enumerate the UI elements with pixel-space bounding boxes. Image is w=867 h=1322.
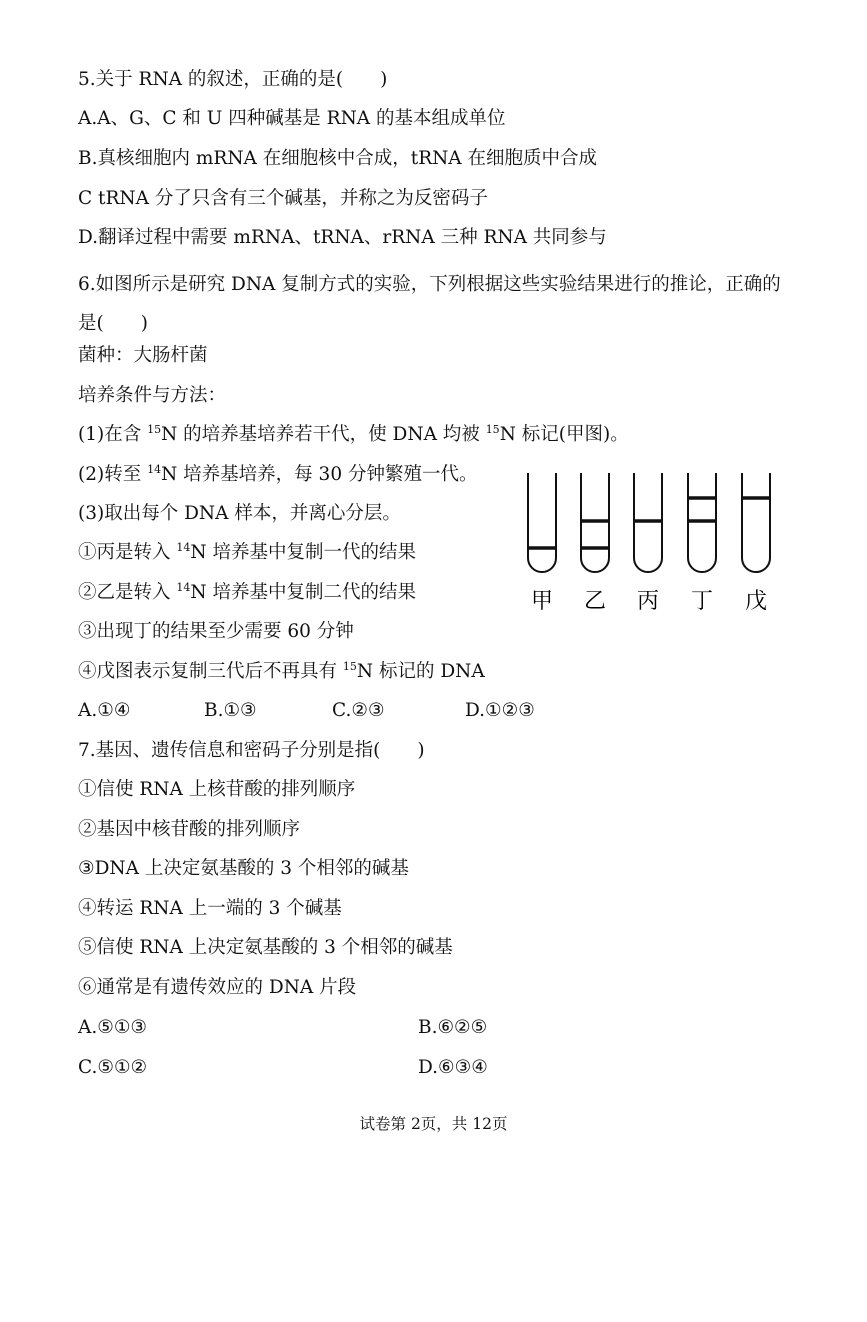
q5-option-d: D.翻译过程中需要 mRNA、tRNA、rRNA 三种 RNA 共同参与 [78, 227, 607, 248]
q6-strain: 菌种：大肠杆菌 [78, 345, 208, 366]
q6-statement-3: ③出现丁的结果至少需要 60 分钟 [78, 621, 354, 642]
q6-option-b: B.①③ [204, 700, 257, 721]
q6-option-c: C.②③ [332, 700, 385, 721]
tube-label-jia: 甲 [530, 589, 554, 614]
tube-wu [742, 473, 770, 572]
q7-item-6: ⑥通常是有遗传效应的 DNA 片段 [78, 977, 357, 998]
q7-option-c: C.⑤①② [78, 1057, 148, 1078]
q6-option-a: A.①④ [78, 700, 131, 721]
q7-option-a: A.⑤①③ [78, 1017, 147, 1038]
q7-item-2: ②基因中核苷酸的排列顺序 [78, 819, 301, 840]
q5-option-c: C tRNA 分了只含有三个碱基，并称之为反密码子 [78, 188, 488, 209]
q6-step-3: (3)取出每个 DNA 样本，并离心分层。 [78, 503, 401, 524]
tube-label-wu: 戊 [744, 589, 768, 614]
q6-option-d: D.①②③ [465, 700, 535, 721]
tube-ding [688, 473, 716, 572]
tube-label-yi: 乙 [583, 589, 607, 614]
q7-item-5: ⑤信使 RNA 上决定氨基酸的 3 个相邻的碱基 [78, 937, 453, 958]
q6-statement-1: ①丙是转入 $^{14}$N 培养基中复制一代的结果 [78, 541, 416, 563]
q5-option-a: A.A、G、C 和 U 四种碱基是 RNA 的基本组成单位 [78, 108, 506, 129]
tube-yi [581, 473, 609, 572]
q7-item-1: ①信使 RNA 上核苷酸的排列顺序 [78, 779, 356, 800]
q6-statement-2: ②乙是转入 $^{14}$N 培养基中复制二代的结果 [78, 581, 416, 603]
q6-step-2: (2)转至 $^{14}$N 培养基培养，每 30 分钟繁殖一代。 [78, 463, 478, 485]
tube-jia [528, 473, 556, 572]
page-footer: 试卷第 2页，共 12页 [359, 1115, 508, 1133]
q7-item-4: ④转运 RNA 上一端的 3 个碱基 [78, 898, 342, 919]
tube-label-bing: 丙 [636, 589, 660, 614]
q6-statement-4: ④戊图表示复制三代后不再具有 $^{15}$N 标记的 DNA [78, 660, 485, 682]
q7-option-d: D.⑥③④ [418, 1057, 488, 1078]
q6-step-1: (1)在含 $^{15}$N 的培养基培养若干代，使 DNA 均被 $^{15}$N 标记(甲图)。 [78, 423, 629, 445]
tube-bing [634, 473, 662, 572]
q6-stem: 6.如图所示是研究 DNA 复制方式的实验，下列根据这些实验结果进行的推论，正确的是( ) [78, 274, 781, 334]
q7-option-b: B.⑥②⑤ [418, 1017, 488, 1038]
q6-conditions-title: 培养条件与方法： [78, 385, 227, 406]
q5-option-b: B.真核细胞内 mRNA 在细胞核中合成，tRNA 在细胞质中合成 [78, 148, 598, 169]
q5-stem: 5.关于 RNA 的叙述，正确的是( ) [78, 69, 388, 90]
centrifuge-tubes-diagram [520, 468, 780, 618]
q7-stem: 7.基因、遗传信息和密码子分别是指( ) [78, 740, 425, 761]
q7-item-3: ③DNA 上决定氨基酸的 3 个相邻的碱基 [78, 858, 409, 879]
tube-label-ding: 丁 [690, 589, 714, 614]
